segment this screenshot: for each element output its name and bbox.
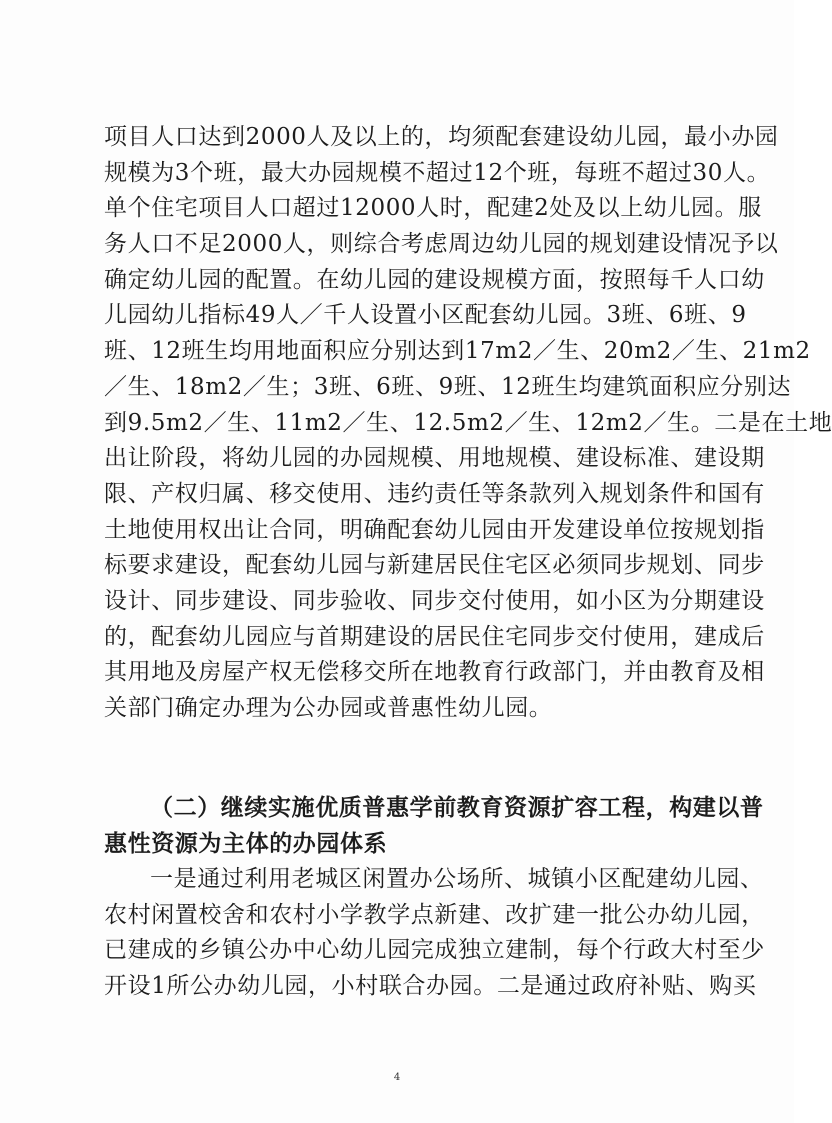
text-line: 农村闲置校舍和农村小学教学点新建、改扩建一批公办幼儿园， [104,901,765,928]
body-paragraph [104,862,765,1005]
text-line: 开设1所公办幼儿园，小村联合办园。二是通过政府补贴、购买 [104,973,757,1000]
text-line: 已建成的乡镇公办中心幼儿园完成独立建制，每个行政大村至少 [104,937,765,964]
text-line: 关部门确定办理为公办园或普惠性幼儿园。 [104,695,553,721]
body-paragraph [104,120,832,727]
text-line: 务人口不足2000人，则综合考虑周边幼儿园的规划建设情况予以 [104,231,779,258]
heading-line: 惠性资源为主体的办园体系 [104,829,388,857]
text-line: 设计、同步建设、同步验收、同步交付使用，如小区为分期建设 [104,587,765,614]
text-line: 到9.5m2／生、11m2／生、12.5m2／生、12m2／生。二是在土地 [104,409,832,436]
heading-line: （二）继续实施优质普惠学前教育资源扩容工程，构建以普 [150,794,764,821]
section-heading [104,790,764,861]
text-line: 确定幼儿园的配置。在幼儿园的建设规模方面，按照每千人口幼 [104,266,765,293]
text-line: 出让阶段，将幼儿园的办园规模、用地规模、建设标准、建设期 [104,445,765,472]
text-line: 班、12班生均用地面积应分别达到17m2／生、20m2／生、21m2 [104,338,811,365]
text-line: 其用地及房屋产权无偿移交所在地教育行政部门，并由教育及相 [104,659,765,686]
text-line: 儿园幼儿指标49人／千人设置小区配套幼儿园。3班、6班、9 [104,302,747,329]
page-number: 4 [393,1072,401,1083]
text-line: 一是通过利用老城区闲置办公场所、城镇小区配建幼儿园、 [150,866,764,892]
text-line: 单个住宅项目人口超过12000人时，配建2处及以上幼儿园。服 [104,195,762,222]
text-line: 限、产权归属、移交使用、违约责任等条款列入规划条件和国有 [104,480,765,507]
text-line: 规模为3个班，最大办园规模不超过12个班，每班不超过30人。 [104,159,771,186]
text-line: ／生、18m2／生；3班、6班、9班、12班生均建筑面积应分别达 [104,373,792,400]
text-line: 标要求建设，配套幼儿园与新建居民住宅区必须同步规划、同步 [104,552,765,579]
text-line: 项目人口达到2000人及以上的，均须配套建设幼儿园，最小办园 [104,124,779,150]
text-line: 土地使用权出让合同，明确配套幼儿园由开发建设单位按规划指 [104,516,765,543]
text-line: 的，配套幼儿园应与首期建设的居民住宅同步交付使用，建成后 [104,623,765,650]
